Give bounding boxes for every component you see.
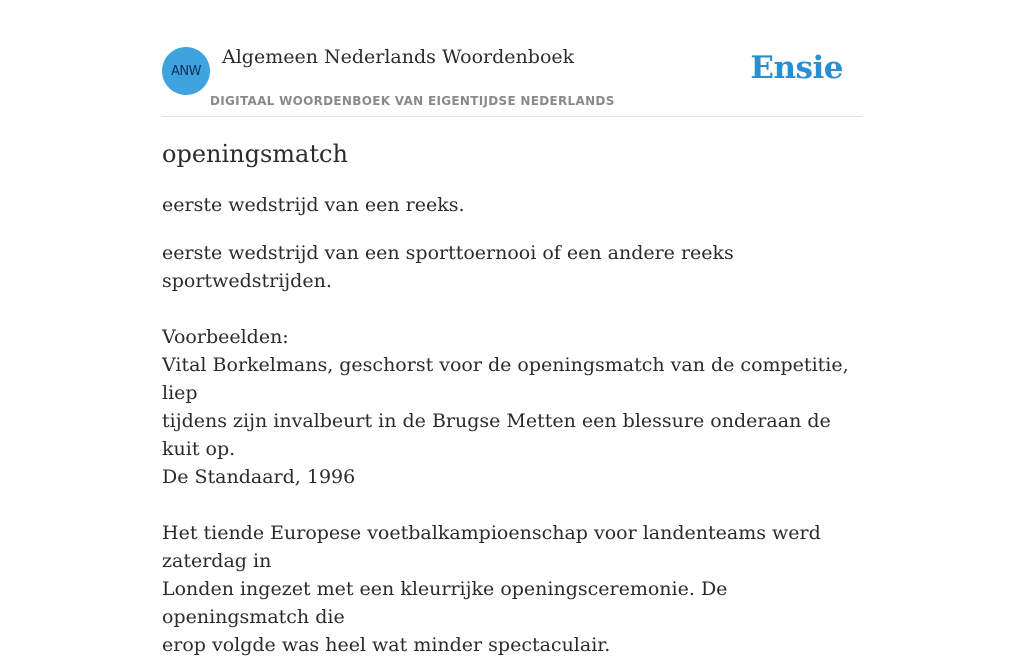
example-line: Het tiende Europese voetbalkampioenschap voor landenteams werd zaterdag in <box>162 522 821 572</box>
entry-headword: openingsmatch <box>162 140 348 168</box>
long-definition: eerste wedstrijd van een sporttoernooi of een andere reeks sportwedstrijden. <box>162 242 734 292</box>
dictionary-subtitle: DIGITAAL WOORDENBOEK VAN EIGENTIJDSE NEDERLANDS <box>210 94 615 108</box>
example-line: Vital Borkelmans, geschorst voor de openingsmatch van de competitie, liep <box>162 354 849 404</box>
site-header <box>162 0 862 117</box>
example-line: tijdens zijn invalbeurt in de Brugse Metten een blessure onderaan de kuit op. <box>162 410 831 460</box>
dictionary-title[interactable]: Algemeen Nederlands Woordenboek <box>222 46 575 68</box>
short-definition: eerste wedstrijd van een reeks. <box>162 194 465 216</box>
examples-label: Voorbeelden: <box>162 326 289 348</box>
logo-text: ANW <box>171 63 201 79</box>
example-line: erop volgde was heel wat minder spectaculair. <box>162 634 611 656</box>
anw-logo[interactable] <box>162 47 210 95</box>
page <box>162 0 862 656</box>
example-line: Londen ingezet met een kleurrijke openingsceremonie. De openingsmatch die <box>162 578 728 628</box>
entry-body <box>162 239 862 659</box>
example-source: De Standaard, 1996 <box>162 466 356 488</box>
ensie-brand-link[interactable]: Ensie <box>750 50 843 86</box>
